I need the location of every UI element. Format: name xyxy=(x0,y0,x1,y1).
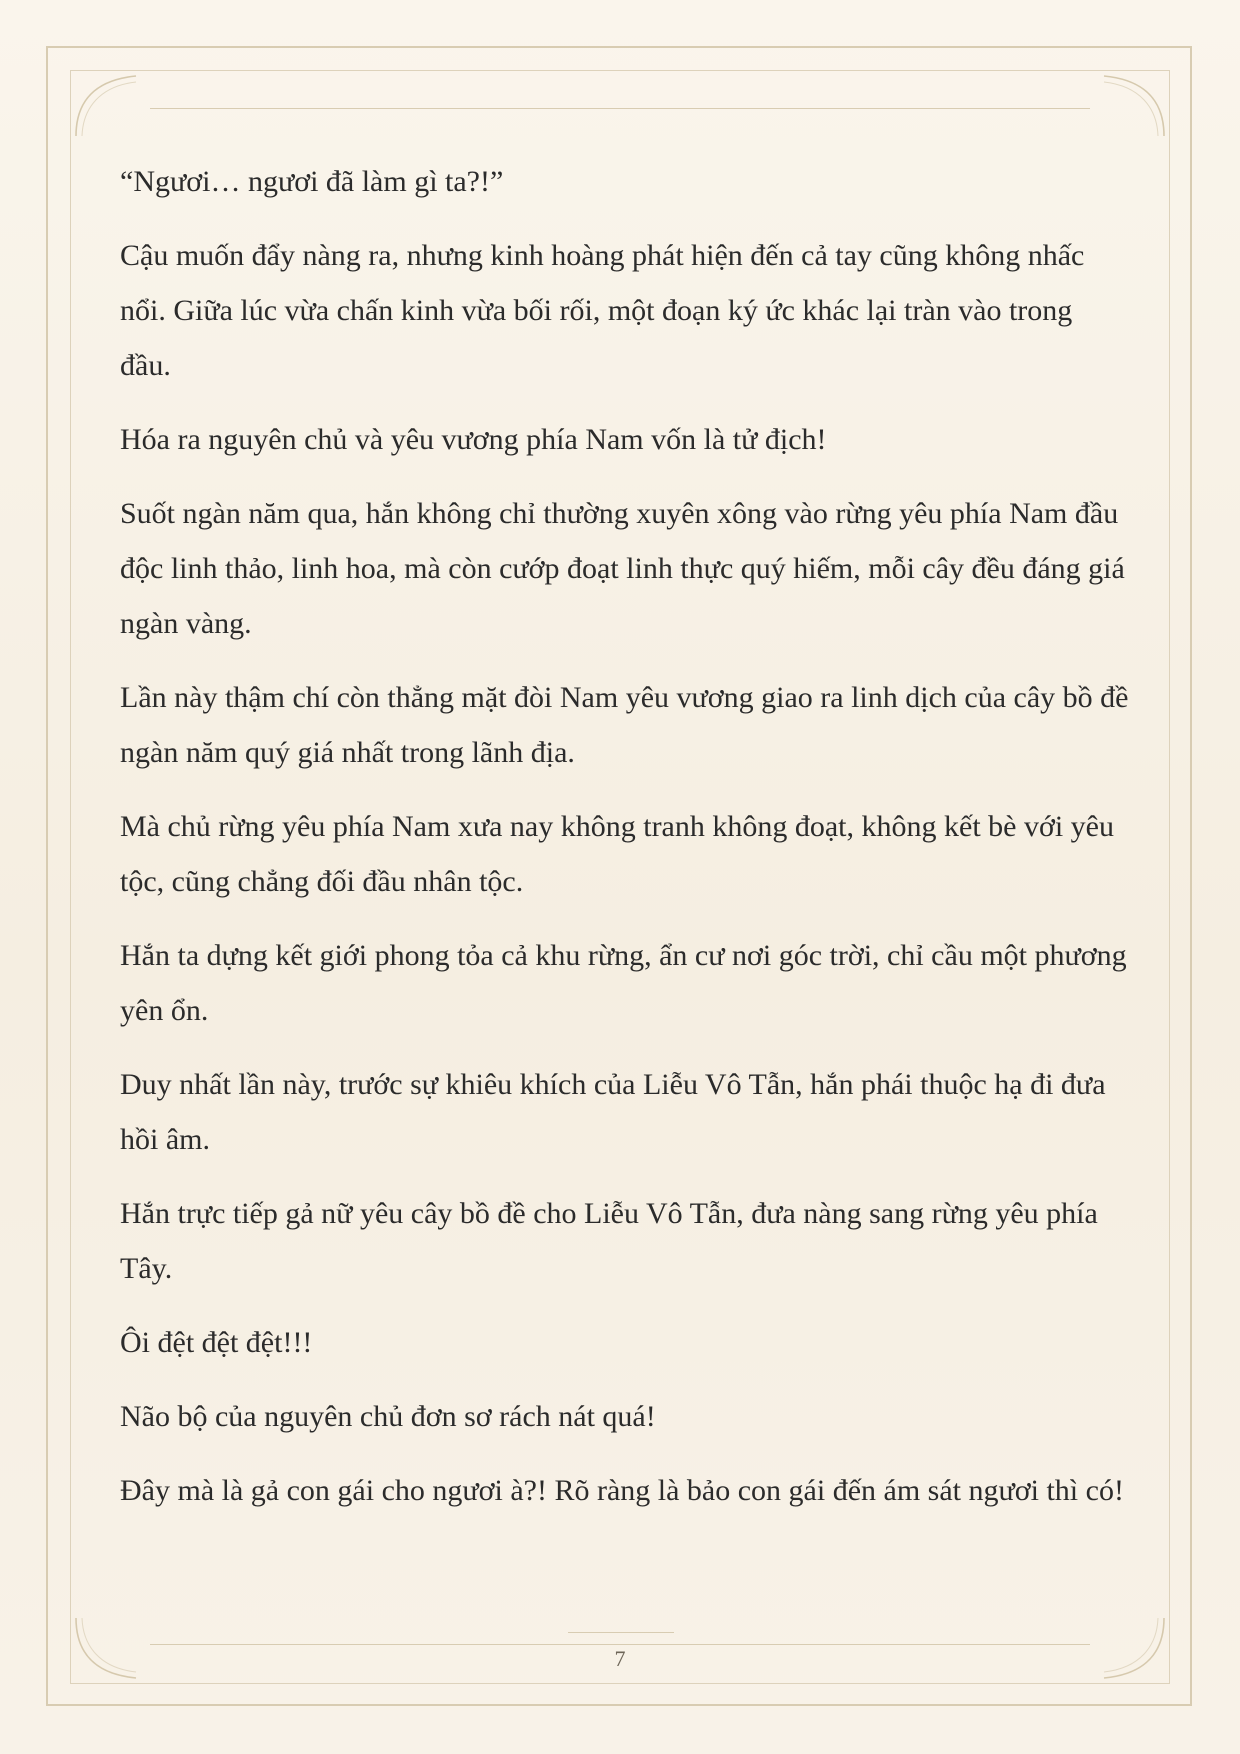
paragraph: Suốt ngàn năm qua, hắn không chỉ thường xuyên xông vào rừng yêu phía Nam đầu độc linh thảo, linh hoa, mà còn cướp đoạt linh thực quý hiếm, mỗi cây đều đáng giá ngàn vàng. xyxy=(120,497,1125,640)
corner-ornament-bottom-right xyxy=(1086,1600,1166,1680)
paragraph: Não bộ của nguyên chủ đơn sơ rách nát quá! xyxy=(120,1400,656,1433)
corner-ornament-top-left xyxy=(74,74,154,154)
paragraph: Hắn ta dựng kết giới phong tỏa cả khu rừng, ẩn cư nơi góc trời, chỉ cầu một phương yên ổn. xyxy=(120,939,1127,1027)
paragraph: Ôi đệt đệt đệt!!! xyxy=(120,1326,313,1359)
corner-ornament-top-right xyxy=(1086,74,1166,154)
body-text xyxy=(120,154,1130,1537)
paragraph: Cậu muốn đẩy nàng ra, nhưng kinh hoàng phát hiện đến cả tay cũng không nhấc nổi. Giữa lúc vừa chấn kinh vừa bối rối, một đoạn ký ức khác lại tràn vào trong đầu. xyxy=(120,239,1085,382)
page-number: 7 xyxy=(614,1646,626,1671)
paragraph: Hắn trực tiếp gả nữ yêu cây bồ đề cho Liễu Vô Tẫn, đưa nàng sang rừng yêu phía Tây. xyxy=(120,1197,1098,1285)
paragraph: Lần này thậm chí còn thẳng mặt đòi Nam yêu vương giao ra linh dịch của cây bồ đề ngàn năm quý giá nhất trong lãnh địa. xyxy=(120,681,1129,769)
paragraph: “Ngươi… ngươi đã làm gì ta?!” xyxy=(120,165,504,198)
footer-divider xyxy=(150,1644,1090,1645)
corner-ornament-bottom-left xyxy=(74,1600,154,1680)
paragraph: Hóa ra nguyên chủ và yêu vương phía Nam vốn là tử địch! xyxy=(120,423,827,456)
paragraph: Mà chủ rừng yêu phía Nam xưa nay không tranh không đoạt, không kết bè với yêu tộc, cũng chẳng đối đầu nhân tộc. xyxy=(120,810,1114,898)
header-divider xyxy=(150,108,1090,109)
paragraph: Đây mà là gả con gái cho ngươi à?! Rõ ràng là bảo con gái đến ám sát ngươi thì có! xyxy=(120,1474,1124,1507)
paragraph: Duy nhất lần này, trước sự khiêu khích của Liễu Vô Tẫn, hắn phái thuộc hạ đi đưa hồi âm. xyxy=(120,1068,1106,1156)
page-number-divider xyxy=(568,1632,674,1633)
